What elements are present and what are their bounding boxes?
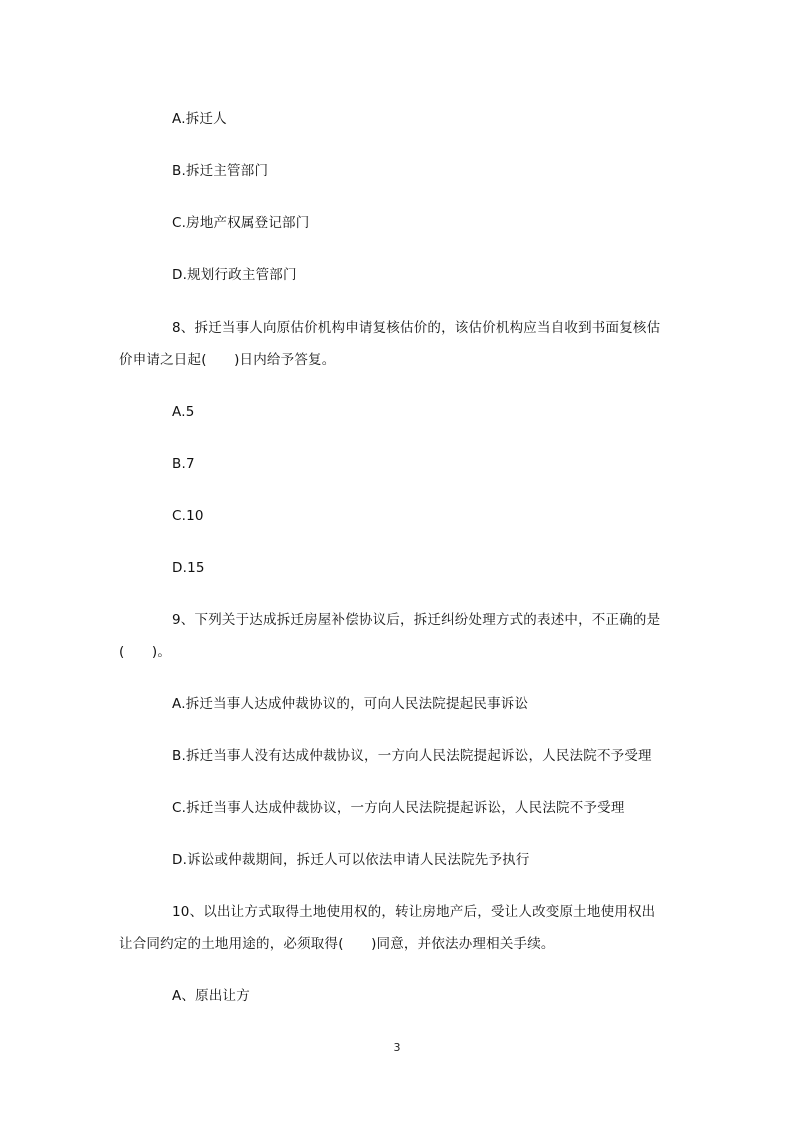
q8-stem-line1: 8、拆迁当事人向原估价机构申请复核估价的，该估价机构应当自收到书面复核估 [172,320,661,336]
q8-option-c: C.10 [172,508,204,524]
q8-option-a: A.5 [172,404,195,420]
q8-option-d: D.15 [172,560,205,576]
q7-option-d: D.规划行政主管部门 [172,267,297,283]
q9-option-d: D.诉讼或仲裁期间，拆迁人可以依法申请人民法院先予执行 [172,852,530,868]
q8-stem-line2: 价申请之日起( )日内给予答复。 [119,352,336,368]
q7-option-a: A.拆迁人 [172,111,227,127]
q9-option-b: B.拆迁当事人没有达成仲裁协议，一方向人民法院提起诉讼，人民法院不予受理 [172,748,652,764]
q9-stem-line1: 9、下列关于达成拆迁房屋补偿协议后，拆迁纠纷处理方式的表述中，不正确的是 [172,612,661,628]
q7-option-c: C.房地产权属登记部门 [172,215,310,231]
q10-option-a: A、原出让方 [172,988,250,1004]
q8-option-b: B.7 [172,456,195,472]
q9-stem-line2: ( )。 [119,644,172,660]
q10-stem-line2: 让合同约定的土地用途的，必须取得( )同意，并依法办理相关手续。 [119,936,555,952]
q10-stem-line1: 10、以出让方式取得土地使用权的，转让房地产后，受让人改变原土地使用权出 [172,904,656,920]
q7-option-b: B.拆迁主管部门 [172,163,269,179]
q9-option-c: C.拆迁当事人达成仲裁协议，一方向人民法院提起诉讼，人民法院不予受理 [172,800,625,816]
q9-option-a: A.拆迁当事人达成仲裁协议的，可向人民法院提起民事诉讼 [172,696,529,712]
page-number: 3 [393,1041,401,1054]
